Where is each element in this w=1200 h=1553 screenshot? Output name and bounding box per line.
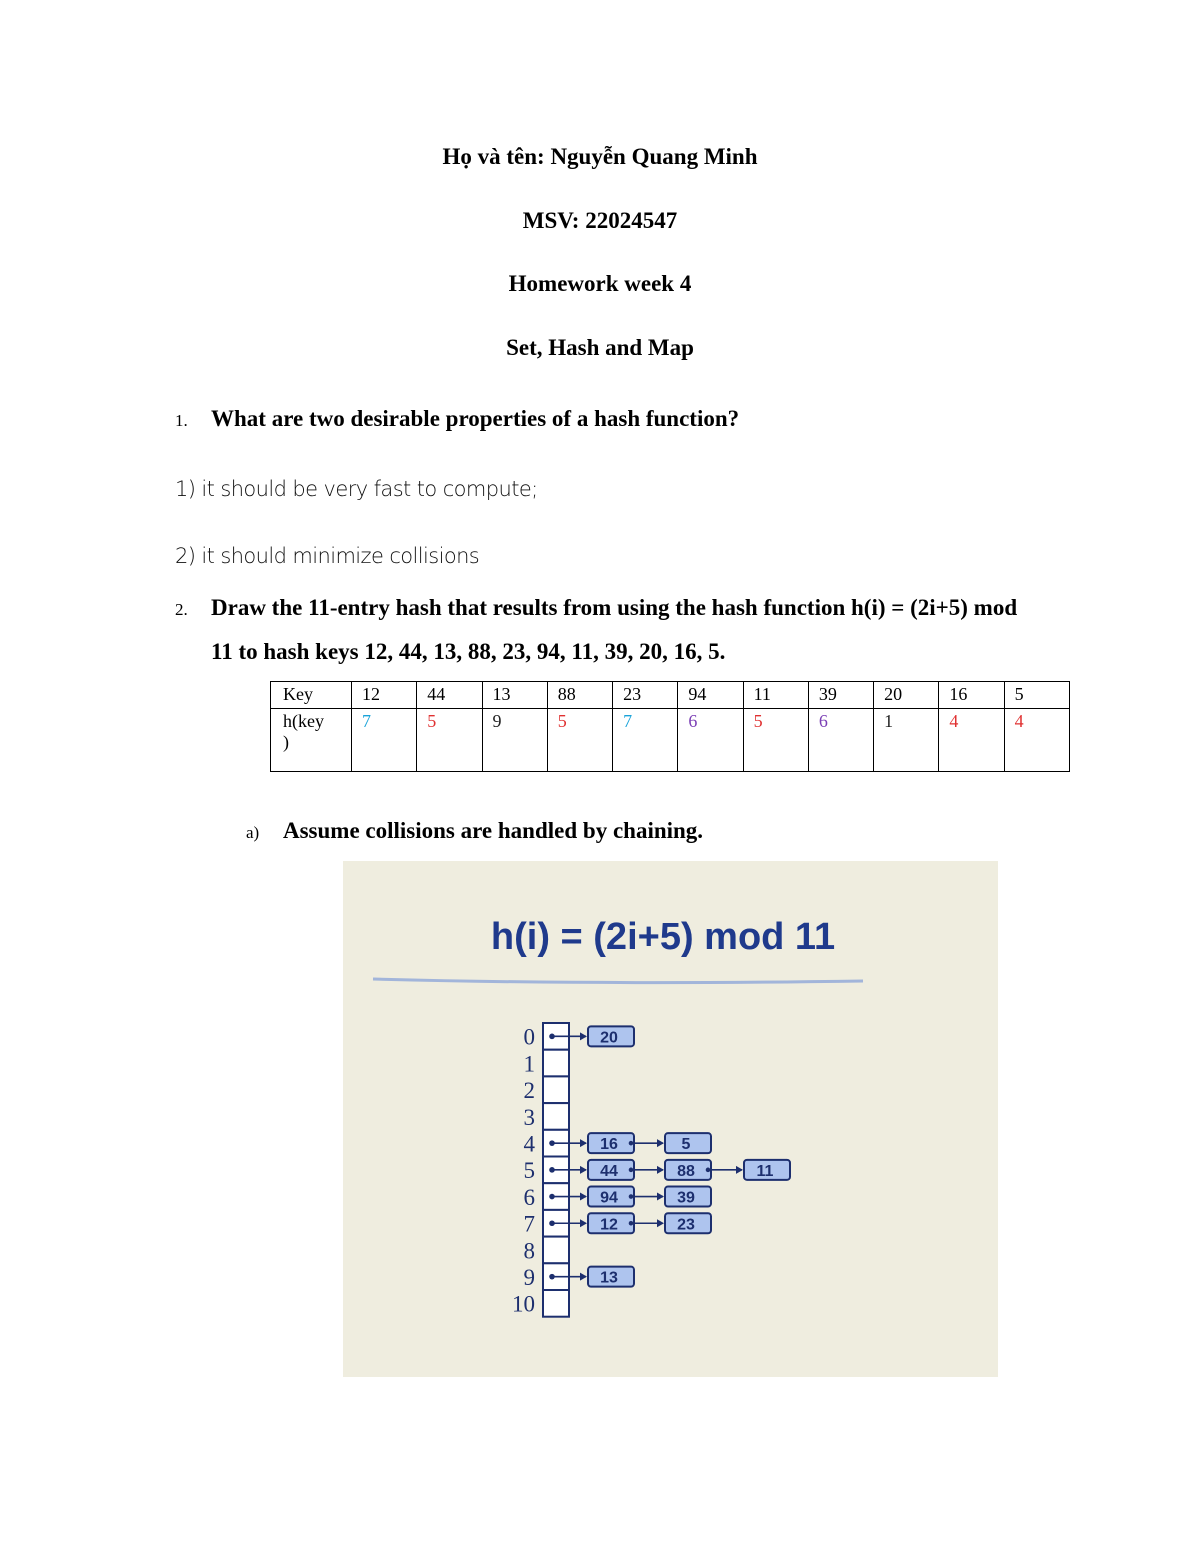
hash-cell: 4 [1004, 709, 1069, 772]
hash-cell: 7 [613, 709, 678, 772]
assignment-title: Homework week 4 [508, 271, 692, 296]
hash-label-line1: h(key [283, 711, 324, 731]
chaining-diagram-image [343, 861, 998, 1377]
question-2-text-line1: Draw the 11-entry hash that results from using the hash function h(i) = (2i+5) mod [211, 595, 1018, 620]
bucket-cell [543, 1103, 569, 1130]
question-2-text-line2: 11 to hash keys 12, 44, 13, 88, 23, 94, 11, 39, 20, 16, 5. [211, 639, 726, 664]
chain-node-value: 88 [677, 1162, 695, 1180]
chain-node-value: 16 [600, 1136, 618, 1154]
hash-cell: 7 [352, 709, 417, 772]
diagram-title: h(i) = (2i+5) mod 11 [490, 916, 836, 958]
topic-title: Set, Hash and Map [506, 335, 694, 360]
bucket-index: 7 [523, 1211, 535, 1237]
hash-cell: 9 [482, 709, 547, 772]
chain-node-value: 13 [600, 1269, 618, 1287]
question-1-number: 1. [175, 411, 188, 430]
bucket-cell [543, 1290, 569, 1317]
key-cell: 11 [743, 682, 808, 709]
hash-label [271, 709, 352, 772]
question-1-text: What are two desirable properties of a hash function? [211, 406, 740, 431]
key-cell: 5 [1004, 682, 1069, 709]
student-id: MSV: 22024547 [522, 208, 678, 233]
hash-cell: 1 [874, 709, 939, 772]
bucket-index: 0 [523, 1024, 535, 1050]
bucket-cell [543, 1050, 569, 1077]
bucket-index: 4 [523, 1131, 535, 1157]
key-cell: 12 [352, 682, 417, 709]
sub-question-a-label: a) [246, 823, 260, 842]
key-cell: 20 [874, 682, 939, 709]
key-cell: 23 [613, 682, 678, 709]
bucket-index: 5 [523, 1158, 535, 1184]
chain-node-value: 12 [600, 1216, 618, 1234]
key-cell: 94 [678, 682, 743, 709]
question-2-number: 2. [175, 600, 188, 619]
chain-node-value: 11 [756, 1162, 774, 1180]
hash-cell: 6 [678, 709, 743, 772]
chain-node-value: 94 [600, 1189, 618, 1207]
answer-1: 1) it should be very fast to compute; [175, 477, 538, 501]
key-cell: 88 [547, 682, 612, 709]
hash-cell: 5 [547, 709, 612, 772]
hash-row [271, 709, 1070, 772]
hash-table [270, 681, 1070, 772]
bucket-index: 2 [523, 1078, 535, 1104]
hash-cell: 5 [417, 709, 482, 772]
hash-label-line2: ) [283, 732, 289, 752]
key-cell: 13 [482, 682, 547, 709]
hash-cell: 6 [808, 709, 873, 772]
key-cell: 16 [939, 682, 1004, 709]
key-cell: 44 [417, 682, 482, 709]
bucket-index: 3 [523, 1104, 535, 1130]
chain-node-value: 39 [677, 1189, 695, 1207]
key-label: Key [271, 682, 352, 709]
hash-cell: 5 [743, 709, 808, 772]
bucket-index: 1 [523, 1051, 535, 1077]
bucket-cell [543, 1237, 569, 1264]
chain-node-value: 44 [600, 1162, 618, 1180]
bucket-cell [543, 1076, 569, 1103]
bucket-index: 10 [512, 1291, 535, 1317]
key-cell: 39 [808, 682, 873, 709]
chain-node-value: 23 [677, 1216, 695, 1234]
key-row [271, 682, 1070, 709]
hash-cell: 4 [939, 709, 1004, 772]
bucket-index: 9 [523, 1265, 535, 1290]
chain-node-value: 5 [681, 1136, 691, 1154]
sub-question-a-text: Assume collisions are handled by chaining. [283, 818, 704, 843]
chain-node-value: 20 [600, 1029, 618, 1047]
bucket-index: 6 [523, 1184, 535, 1210]
student-name: Họ và tên: Nguyễn Quang Minh [442, 144, 758, 169]
bucket-index: 8 [523, 1238, 535, 1264]
answer-2: 2) it should minimize collisions [175, 544, 480, 568]
